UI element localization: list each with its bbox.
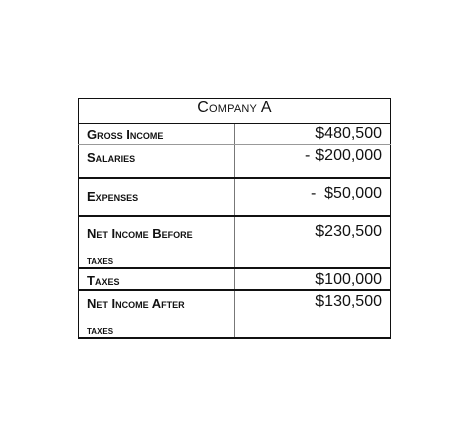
- table-row-net-income-after: [79, 290, 391, 338]
- row-value-gross-income: [235, 124, 391, 145]
- table-header-row: [79, 99, 391, 124]
- row-value-net-income-after: [235, 290, 391, 338]
- row-label-taxes: [79, 268, 235, 290]
- table-row-expenses: [79, 178, 391, 216]
- income-statement-table: [78, 98, 391, 339]
- table-row-gross-income: [79, 124, 391, 145]
- minus-sign: -: [305, 147, 311, 164]
- row-value-net-income-before: [235, 216, 391, 268]
- label-text: Salaries: [87, 150, 136, 165]
- row-label-net-income-after: [79, 290, 235, 338]
- row-value-expenses: [235, 178, 391, 216]
- value-text: $100,000: [315, 270, 382, 288]
- value-text: $200,000: [315, 147, 382, 164]
- label-text: Net Income After: [87, 295, 185, 311]
- row-label-net-income-before: [79, 216, 235, 268]
- company-title: Company A: [79, 99, 391, 124]
- table-row-net-income-before: [79, 216, 391, 268]
- label-text: Net Income Before: [87, 225, 193, 241]
- value-text: $480,500: [315, 125, 382, 142]
- table-row-taxes: [79, 268, 391, 290]
- row-value-salaries: [235, 145, 391, 178]
- label-subtext: taxes: [87, 324, 114, 337]
- label-subtext: taxes: [87, 254, 114, 267]
- value-text: $230,500: [315, 222, 382, 240]
- row-label-expenses: [79, 178, 235, 216]
- label-text: Expenses: [87, 188, 139, 204]
- value-text: $50,000: [324, 184, 382, 202]
- value-text: $130,500: [315, 292, 382, 310]
- financial-table: [78, 98, 391, 339]
- row-label-salaries: [79, 145, 235, 178]
- row-value-taxes: [235, 268, 391, 290]
- minus-sign: -: [311, 184, 317, 202]
- table-row-salaries: [79, 145, 391, 178]
- label-text: Taxes: [87, 272, 120, 288]
- label-text: Gross Income: [87, 127, 164, 142]
- row-label-gross-income: [79, 124, 235, 145]
